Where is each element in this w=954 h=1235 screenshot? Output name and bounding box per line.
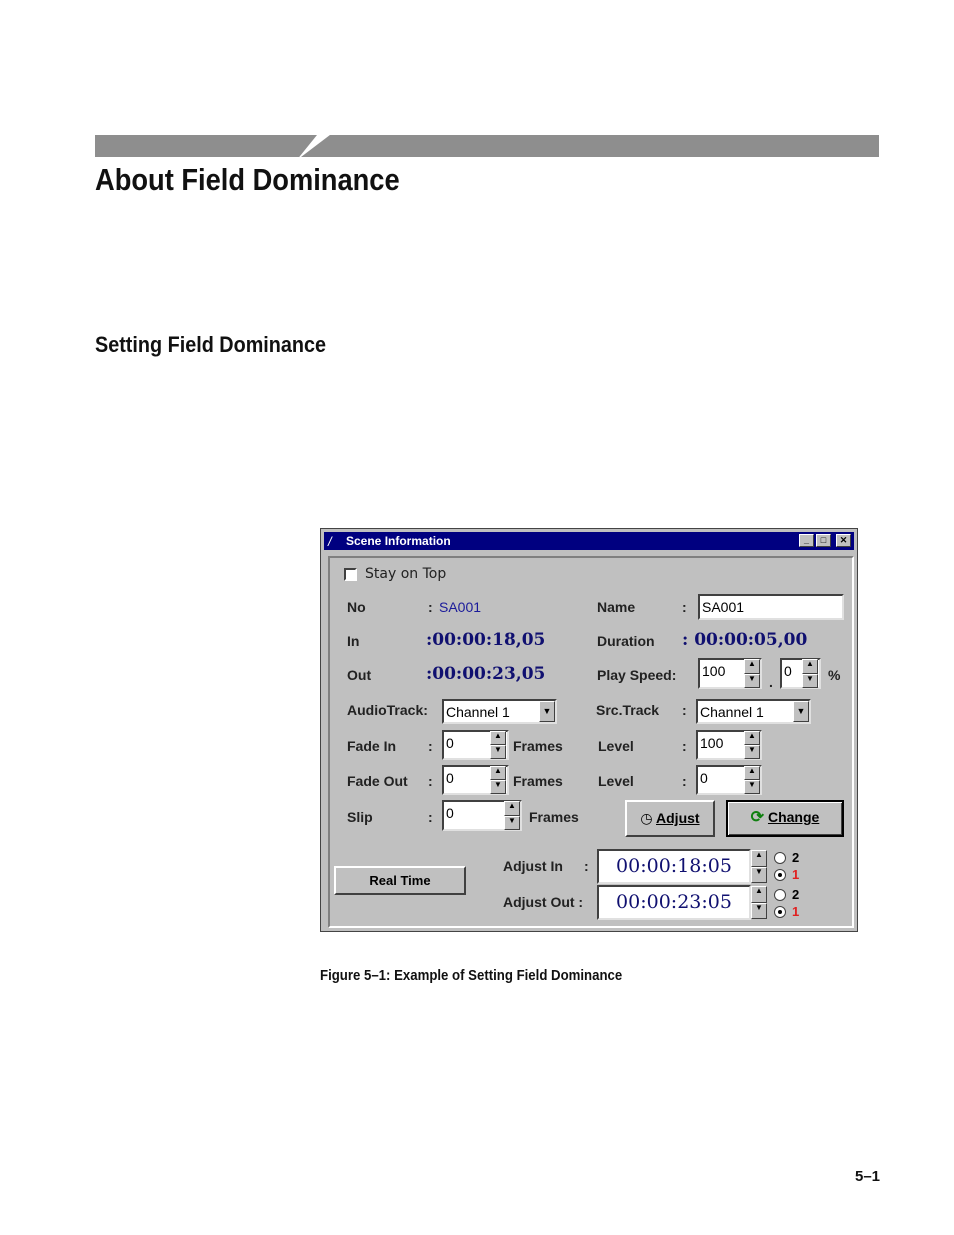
change-button[interactable] — [726, 800, 844, 837]
fade-in-spinner[interactable] — [490, 731, 506, 759]
fade-out-colon: : — [428, 773, 433, 789]
adjust-button-label: Adjust — [656, 810, 700, 826]
spin-up-icon[interactable]: ▲ — [744, 731, 760, 745]
spin-down-icon[interactable]: ▼ — [490, 745, 506, 759]
adjust-in-label: Adjust In — [503, 858, 563, 874]
level-2-value: 0 — [700, 770, 708, 786]
adjust-in-colon: : — [584, 858, 589, 874]
src-track-colon: : — [682, 702, 687, 718]
adjust-out-value: 00:00:23:05 — [616, 891, 732, 913]
slip-unit: Frames — [529, 809, 579, 825]
adjust-in-timecode[interactable] — [597, 849, 751, 884]
figure-caption: Figure 5–1: Example of Setting Field Dominance — [320, 967, 623, 984]
src-track-value: Channel 1 — [700, 704, 764, 720]
play-speed-int-value: 100 — [702, 663, 726, 679]
fade-in-colon: : — [428, 738, 433, 754]
spin-down-icon[interactable]: ▼ — [744, 674, 760, 689]
spin-down-icon[interactable]: ▼ — [744, 745, 760, 759]
no-colon: : — [428, 599, 433, 615]
header-rule-left — [95, 135, 317, 157]
level-2-colon: : — [682, 773, 687, 789]
src-track-label: Src.Track — [596, 702, 660, 718]
level-1-spinner[interactable] — [744, 731, 760, 759]
audio-track-label: AudioTrack: — [347, 702, 428, 718]
spin-down-icon[interactable]: ▼ — [490, 780, 506, 794]
spin-up-icon[interactable]: ▲ — [751, 850, 767, 867]
fade-in-label: Fade In — [347, 738, 397, 754]
spin-up-icon[interactable]: ▲ — [744, 766, 760, 780]
level-1-label: Level — [598, 738, 634, 754]
adjust-in-field-1-label: 1 — [792, 867, 800, 882]
adjust-in-field-2-radio[interactable] — [774, 852, 786, 864]
app-icon: / — [328, 534, 332, 549]
page-title: About Field Dominance — [95, 162, 400, 197]
adjust-out-field-1-radio[interactable] — [774, 906, 786, 918]
adjust-in-spinner[interactable] — [751, 850, 767, 883]
fade-out-spinner[interactable] — [490, 766, 506, 794]
no-value: SA001 — [439, 599, 482, 615]
level-2-label: Level — [598, 773, 634, 789]
play-speed-dec-value: 0 — [784, 663, 792, 679]
adjust-in-value: 00:00:18:05 — [616, 855, 732, 877]
duration-label: Duration — [597, 633, 655, 649]
name-label: Name — [597, 599, 636, 615]
duration-value: : 00:00:05,00 — [682, 630, 808, 650]
scene-information-dialog — [320, 528, 858, 932]
slip-spinner[interactable] — [504, 801, 520, 830]
level-1-value: 100 — [700, 735, 724, 751]
clock-icon: ◷ — [640, 810, 653, 826]
name-value: SA001 — [702, 599, 745, 615]
spin-down-icon[interactable]: ▼ — [802, 674, 818, 689]
dialog-title: Scene Information — [346, 534, 451, 548]
play-speed-separator: . — [769, 674, 773, 690]
play-speed-int-spinner[interactable] — [744, 659, 760, 688]
percent-sign: % — [828, 667, 841, 683]
spin-up-icon[interactable]: ▲ — [744, 659, 760, 674]
slip-colon: : — [428, 809, 433, 825]
dialog-panel — [328, 556, 854, 928]
adjust-in-field-2-label: 2 — [792, 850, 800, 865]
no-label: No — [347, 599, 366, 615]
adjust-out-field-1-label: 1 — [792, 904, 800, 919]
out-label: Out — [347, 667, 372, 683]
refresh-icon: ⟳ — [750, 809, 765, 826]
in-label: In — [347, 633, 360, 649]
spin-up-icon[interactable]: ▲ — [751, 886, 767, 903]
name-input[interactable] — [698, 594, 844, 620]
name-colon: : — [682, 599, 687, 615]
section-heading: Setting Field Dominance — [95, 332, 327, 357]
fade-in-value: 0 — [446, 735, 454, 751]
stay-on-top-checkbox[interactable] — [344, 568, 357, 581]
fade-out-label: Fade Out — [347, 773, 408, 789]
minimize-button[interactable]: _ — [799, 534, 814, 547]
spin-up-icon[interactable]: ▲ — [504, 801, 520, 816]
out-value: :00:00:23,05 — [426, 664, 546, 684]
spin-down-icon[interactable]: ▼ — [504, 816, 520, 831]
maximize-button[interactable]: □ — [816, 534, 831, 547]
stay-on-top-label: Stay on Top — [365, 566, 447, 582]
spin-down-icon[interactable]: ▼ — [751, 903, 767, 920]
level-2-spinner[interactable] — [744, 766, 760, 794]
adjust-out-spinner[interactable] — [751, 886, 767, 919]
spin-down-icon[interactable]: ▼ — [751, 867, 767, 884]
adjust-out-label: Adjust Out : — [503, 894, 584, 910]
page-number: 5–1 — [855, 1168, 881, 1185]
real-time-button-label: Real Time — [369, 873, 431, 888]
level-1-colon: : — [682, 738, 687, 754]
slip-value: 0 — [446, 805, 454, 821]
change-button-label: Change — [767, 809, 820, 825]
fade-out-unit: Frames — [513, 773, 563, 789]
spin-up-icon[interactable]: ▲ — [802, 659, 818, 674]
adjust-out-field-2-label: 2 — [792, 887, 800, 902]
spin-up-icon[interactable]: ▲ — [490, 766, 506, 780]
adjust-button[interactable] — [625, 800, 715, 837]
audio-track-dropdown-icon[interactable]: ▼ — [539, 701, 555, 722]
header-rule-right — [301, 135, 879, 157]
close-button[interactable]: ✕ — [836, 534, 851, 547]
spin-down-icon[interactable]: ▼ — [744, 780, 760, 794]
adjust-out-timecode[interactable] — [597, 885, 751, 920]
in-value: :00:00:18,05 — [426, 630, 546, 650]
play-speed-label: Play Speed: — [597, 667, 677, 683]
real-time-button[interactable] — [334, 866, 466, 895]
audio-track-value: Channel 1 — [446, 704, 510, 720]
spin-up-icon[interactable]: ▲ — [490, 731, 506, 745]
fade-in-unit: Frames — [513, 738, 563, 754]
adjust-out-field-2-radio[interactable] — [774, 889, 786, 901]
adjust-in-field-1-radio[interactable] — [774, 869, 786, 881]
src-track-dropdown-icon[interactable]: ▼ — [793, 701, 809, 722]
dialog-title-bar[interactable] — [324, 532, 854, 550]
fade-out-value: 0 — [446, 770, 454, 786]
play-speed-dec-spinner[interactable] — [802, 659, 818, 688]
slip-label: Slip — [347, 809, 373, 825]
